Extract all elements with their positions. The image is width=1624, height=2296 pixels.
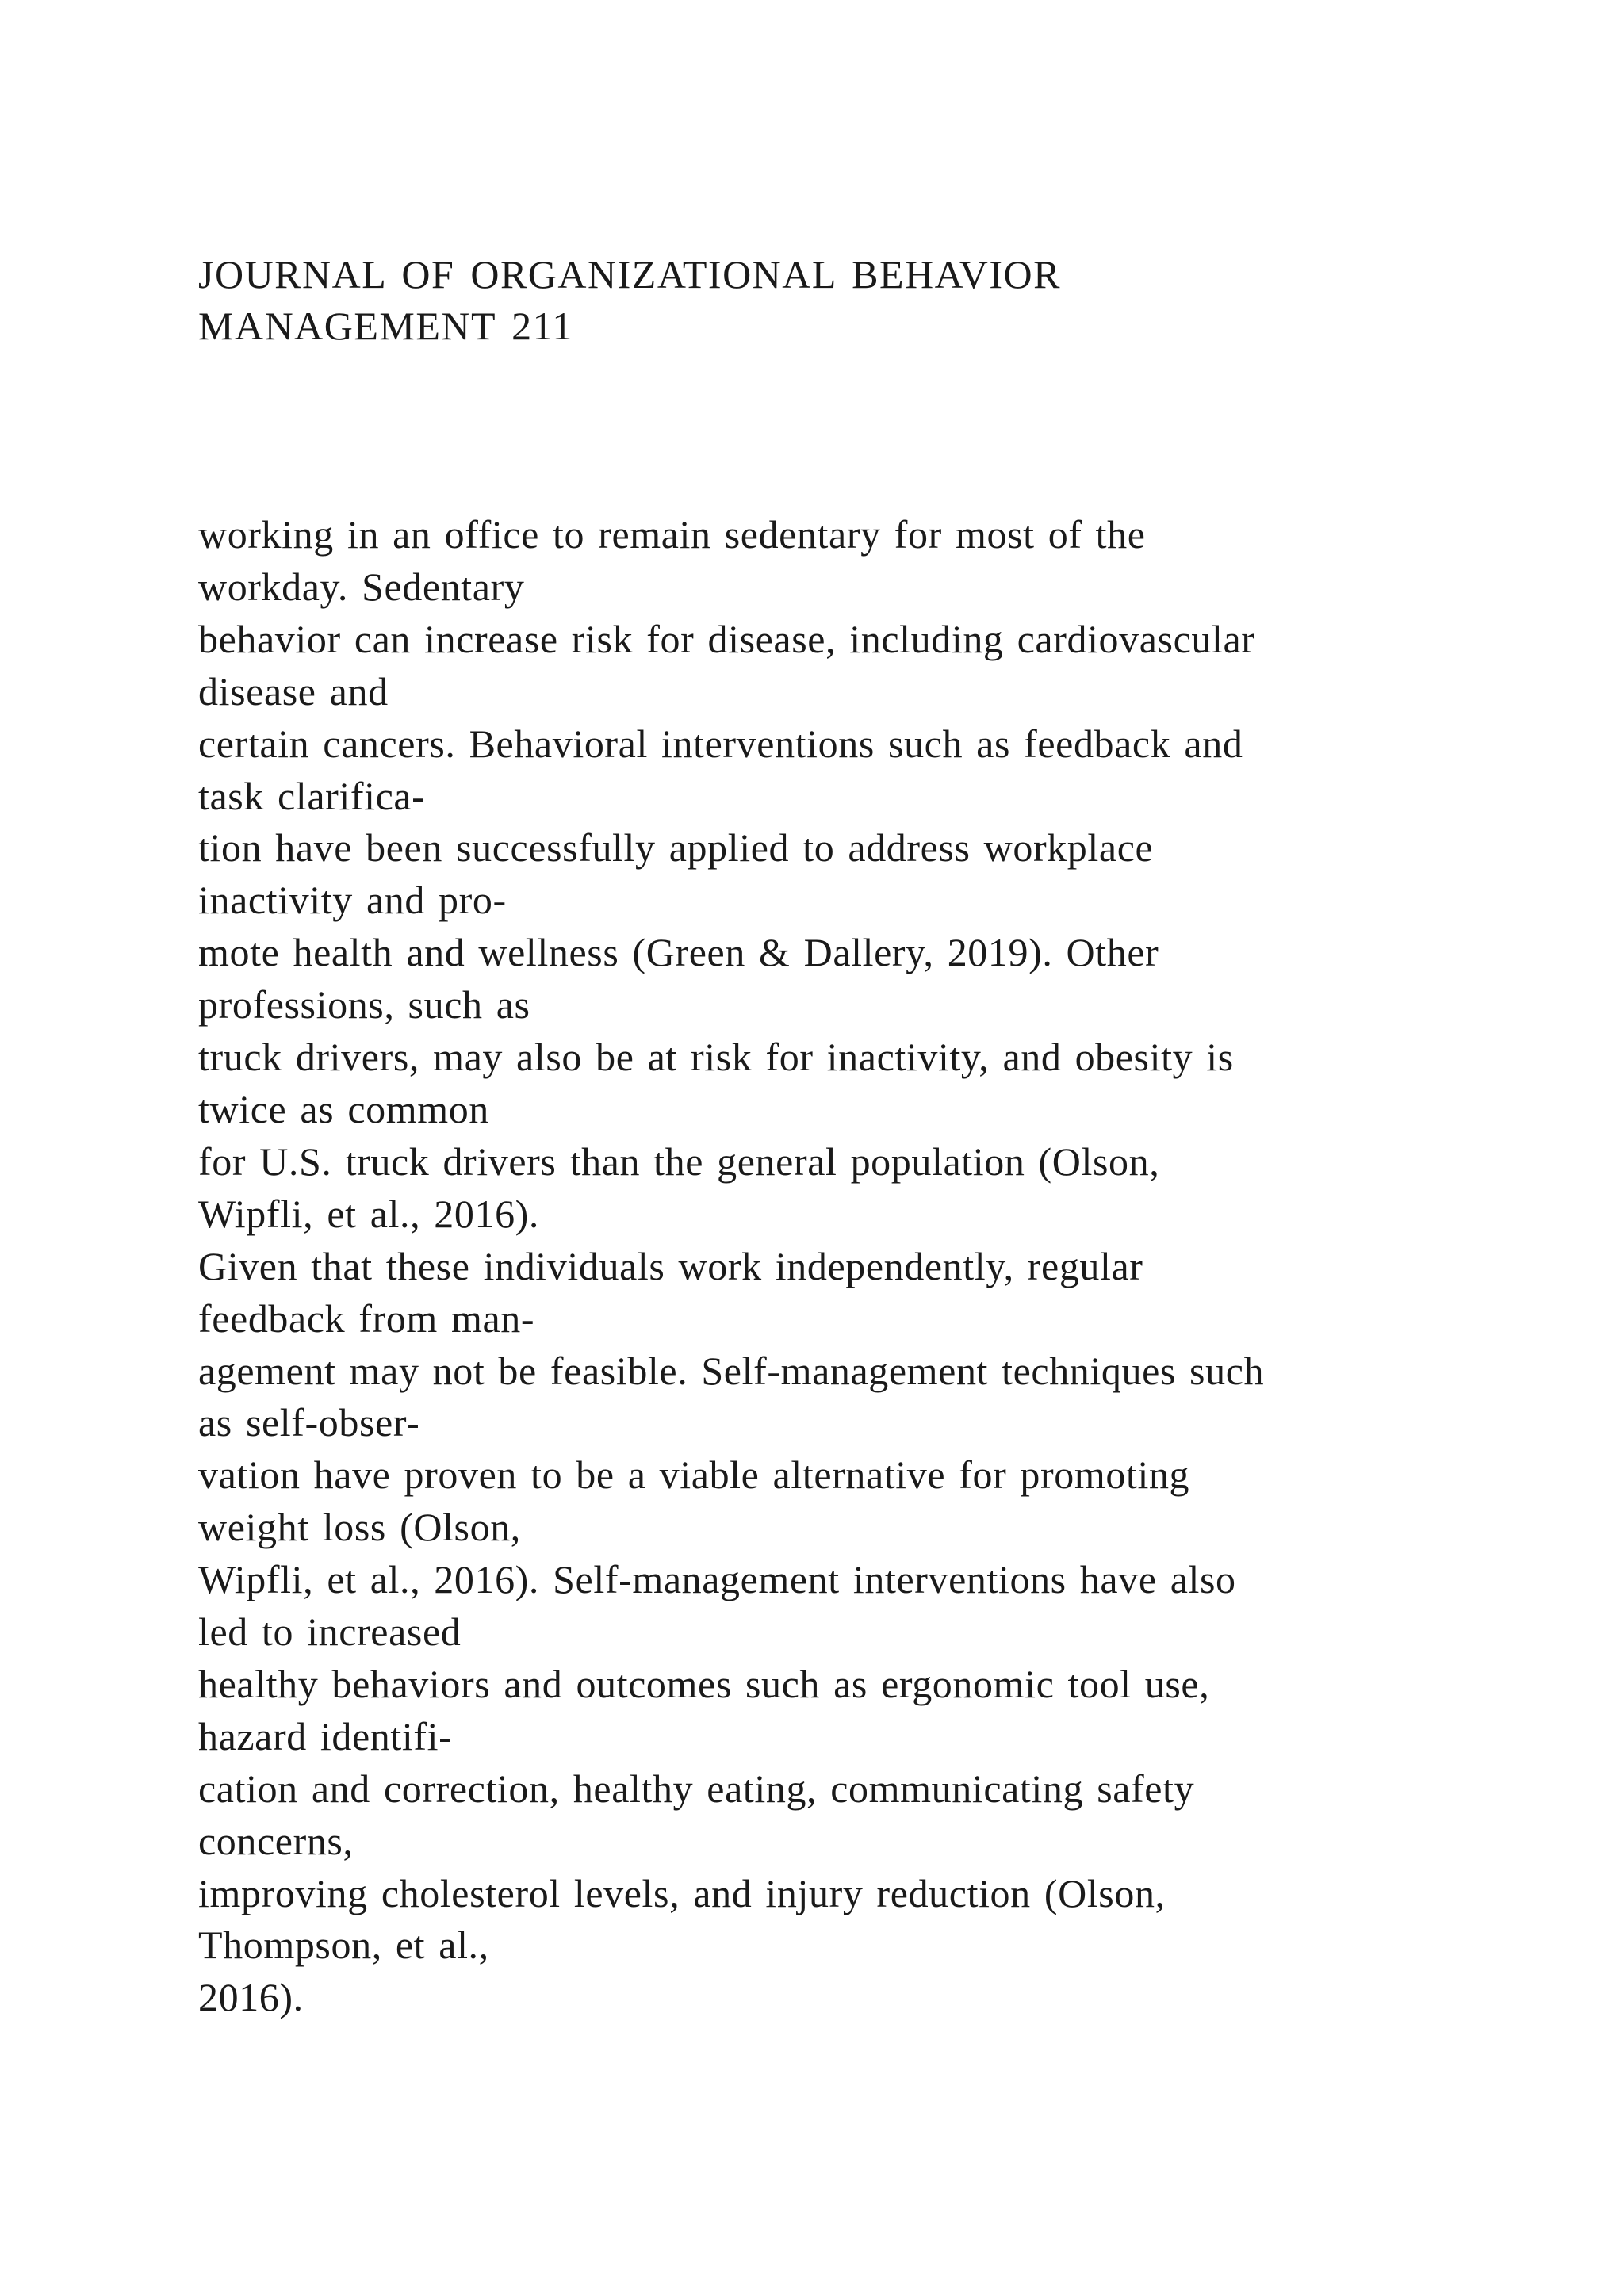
- body-line: twice as common: [198, 1086, 489, 1131]
- body-line: cation and correction, healthy eating, communicating safety: [198, 1766, 1195, 1811]
- body-line: Given that these individuals work independently, regular: [198, 1243, 1143, 1288]
- body-line: weight loss (Olson,: [198, 1505, 521, 1550]
- body-line: truck drivers, may also be at risk for inactivity, and obesity is: [198, 1035, 1234, 1080]
- body-line: as self-obser-: [198, 1400, 420, 1445]
- body-line: led to increased: [198, 1609, 462, 1655]
- body-line: task clarifica-: [198, 773, 426, 818]
- body-line: working in an office to remain sedentary for most of the: [198, 512, 1146, 557]
- body-line: vation have proven to be a viable alternative for promoting: [198, 1452, 1190, 1498]
- body-line: hazard identifi-: [198, 1713, 453, 1758]
- body-line: Wipfli, et al., 2016).: [198, 1191, 540, 1236]
- running-header: [198, 249, 1507, 352]
- body-line: mote health and wellness (Green & Dallery, 2019). Other: [198, 930, 1159, 975]
- body-line: for U.S. truck drivers than the general population (Olson,: [198, 1138, 1160, 1184]
- header-line-page: MANAGEMENT 211: [198, 304, 573, 348]
- body-line: concerns,: [198, 1818, 354, 1863]
- body-line: professions, such as: [198, 982, 530, 1027]
- body-line: inactivity and pro-: [198, 878, 507, 923]
- body-line: behavior can increase risk for disease, including cardiovascular: [198, 616, 1255, 661]
- body-line: workday. Sedentary: [198, 564, 525, 609]
- body-line: improving cholesterol levels, and injury reduction (Olson,: [198, 1870, 1166, 1915]
- body-line: Wipfli, et al., 2016). Self-management interventions have also: [198, 1557, 1236, 1602]
- body-line: certain cancers. Behavioral interventions such as feedback and: [198, 721, 1243, 766]
- body-paragraph: [198, 509, 1546, 2024]
- body-line: tion have been successfully applied to address workplace: [198, 825, 1154, 871]
- body-line: 2016).: [198, 1975, 304, 2020]
- body-line: disease and: [198, 668, 389, 714]
- body-line: healthy behaviors and outcomes such as ergonomic tool use,: [198, 1661, 1210, 1706]
- header-line-journal: JOURNAL OF ORGANIZATIONAL BEHAVIOR: [198, 252, 1061, 297]
- body-line: feedback from man-: [198, 1295, 535, 1341]
- body-line: agement may not be feasible. Self-management techniques such: [198, 1348, 1265, 1393]
- body-line: Thompson, et al.,: [198, 1923, 489, 1968]
